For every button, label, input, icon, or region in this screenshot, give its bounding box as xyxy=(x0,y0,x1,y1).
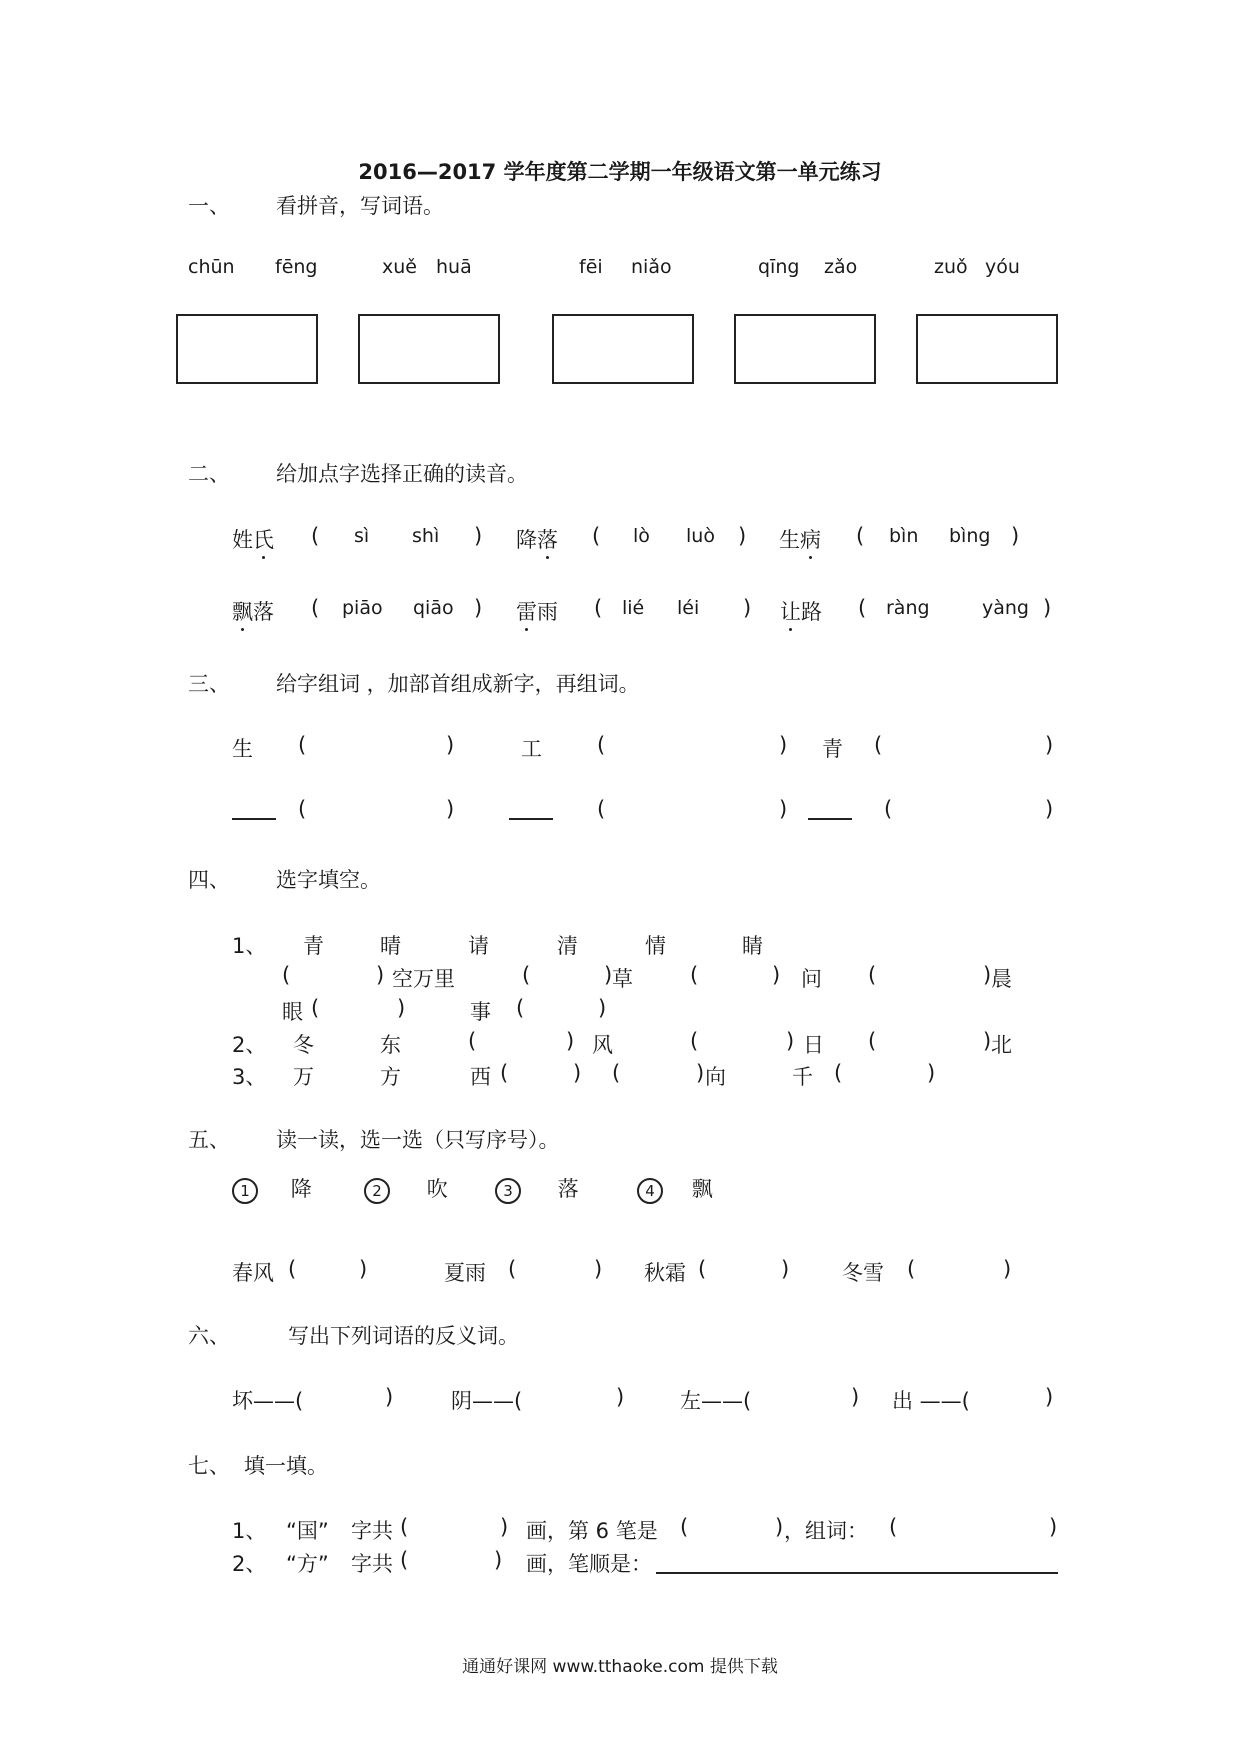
pinyin-option[interactable]: qiāo xyxy=(413,597,454,619)
pinyin: huā xyxy=(436,256,472,278)
paren-close: ) xyxy=(738,524,747,548)
word xyxy=(232,524,274,554)
paren-close: ) xyxy=(775,1515,784,1539)
pinyin-option[interactable]: ràng xyxy=(886,597,930,619)
section-1-number: 一、 xyxy=(188,194,230,218)
stroke-order-line[interactable] xyxy=(656,1572,1058,1574)
paren-open: ( xyxy=(516,996,525,1020)
section-6-number: 六、 xyxy=(188,1324,230,1348)
paren-open: ( xyxy=(400,1515,409,1539)
paren-close: ) xyxy=(385,1385,394,1409)
fill-word: 风 xyxy=(592,1033,613,1057)
paren-close: ) xyxy=(446,733,455,757)
antonym-item: 出 ——( xyxy=(892,1389,970,1413)
paren-open: ( xyxy=(698,1257,707,1281)
paren-open: ( xyxy=(868,1029,877,1053)
answer-box[interactable] xyxy=(176,314,318,384)
paren-open: ( xyxy=(680,1515,689,1539)
paren-close: ) xyxy=(743,596,752,620)
fill-text: 字共 xyxy=(351,1519,393,1543)
choice-char: 请 xyxy=(468,934,489,958)
paren-close: ) xyxy=(474,596,483,620)
antonym-word: 出 xyxy=(892,1389,913,1413)
paren-close: ) xyxy=(1011,524,1020,548)
option-char: 降 xyxy=(290,1177,312,1201)
paren-close: ) xyxy=(376,963,385,987)
section-5-number: 五、 xyxy=(188,1128,230,1152)
item-number: 2、 xyxy=(232,1033,267,1057)
answer-box[interactable] xyxy=(358,314,500,384)
word xyxy=(779,524,821,554)
paren-open: ( xyxy=(298,797,307,821)
page-title: 2016—2017 学年度第二学期一年级语文第一单元练习 xyxy=(358,160,882,184)
pinyin-option[interactable]: léi xyxy=(677,597,700,619)
paren-close: ) xyxy=(851,1385,860,1409)
paren-close: ) xyxy=(1045,733,1054,757)
char: 生 xyxy=(232,737,253,761)
word-char: 路 xyxy=(801,600,822,624)
paren-close: ) xyxy=(696,1061,705,1085)
paren-close: ) xyxy=(573,1061,582,1085)
fill-word: 问 xyxy=(801,967,822,991)
section-7-instruction: 填一填。 xyxy=(244,1454,328,1478)
antonym-item: 阴——( xyxy=(451,1389,523,1413)
pinyin-option[interactable]: bìn xyxy=(889,525,919,547)
paren-close: ) xyxy=(779,797,788,821)
paren-open: ( xyxy=(594,596,603,620)
dotted-char: 病 xyxy=(800,524,821,554)
footer-text: 通通好课网 www.tthaoke.com 提供下载 xyxy=(462,1657,778,1677)
word-char: 降 xyxy=(516,528,537,552)
choice-char: 晴 xyxy=(380,934,401,958)
fill-word: 向 xyxy=(705,1065,726,1089)
fill-word: 晨 xyxy=(991,967,1012,991)
number-circle: 4 xyxy=(637,1178,663,1204)
blank-line[interactable] xyxy=(232,818,276,820)
option xyxy=(364,1173,448,1204)
paren-open: ( xyxy=(868,963,877,987)
paren-close: ) xyxy=(781,1257,790,1281)
pinyin-option[interactable]: luò xyxy=(686,525,715,547)
choice-char: 万 xyxy=(293,1065,314,1089)
choice-char: 清 xyxy=(557,934,578,958)
pinyin-option[interactable]: yàng xyxy=(982,597,1029,619)
choice-char: 方 xyxy=(380,1065,401,1089)
paren-close: ) xyxy=(1045,797,1054,821)
paren-open: ( xyxy=(690,1029,699,1053)
paren-open: ( xyxy=(856,524,865,548)
paren-open: ( xyxy=(500,1061,509,1085)
paren-close: ) xyxy=(566,1029,575,1053)
paren-close: ) xyxy=(983,1029,992,1053)
choice-char: 情 xyxy=(645,934,666,958)
paren-close: ) xyxy=(772,963,781,987)
fill-text: 画，第 6 笔是 xyxy=(526,1519,658,1543)
pinyin: zǎo xyxy=(824,256,858,278)
dotted-char: 氏 xyxy=(253,524,274,554)
answer-box[interactable] xyxy=(916,314,1058,384)
pinyin: zuǒ xyxy=(934,256,968,278)
fill-word: 北 xyxy=(991,1033,1012,1057)
quoted-char: “国” xyxy=(286,1519,329,1543)
number-circle: 1 xyxy=(232,1178,258,1204)
antonym-word: 坏 xyxy=(232,1389,253,1413)
pinyin: fēng xyxy=(275,256,318,278)
paren-close: ) xyxy=(494,1548,503,1572)
paren-close: ) xyxy=(1049,1515,1058,1539)
fill-word: 千 xyxy=(792,1065,813,1089)
char: 青 xyxy=(822,737,843,761)
choice-char: 睛 xyxy=(742,934,763,958)
section-6-instruction: 写出下列词语的反义词。 xyxy=(288,1324,519,1348)
season-word: 秋霜 xyxy=(644,1261,686,1285)
paren-open: ( xyxy=(884,797,893,821)
option-char: 吹 xyxy=(426,1177,448,1201)
antonym-item: 坏——( xyxy=(232,1389,304,1413)
antonym-item: 左——( xyxy=(680,1389,752,1413)
word xyxy=(516,524,558,554)
dotted-char: 让 xyxy=(780,596,801,626)
paren-close: ) xyxy=(616,1385,625,1409)
paren-close: ) xyxy=(598,996,607,1020)
pinyin: fēi xyxy=(579,256,603,278)
paren-open: ( xyxy=(282,963,291,987)
item-number: 1、 xyxy=(232,934,267,958)
item-number: 1、 xyxy=(232,1519,267,1543)
paren-close: ) xyxy=(1003,1257,1012,1281)
choice-char: 东 xyxy=(380,1033,401,1057)
word-char: 生 xyxy=(779,528,800,552)
fill-word: 眼 xyxy=(282,1000,303,1024)
paren-open: ( xyxy=(311,524,320,548)
paren-open: ( xyxy=(298,733,307,757)
pinyin-option[interactable]: bìng xyxy=(949,525,991,547)
paren-open: ( xyxy=(508,1257,517,1281)
paren-open: ( xyxy=(288,1257,297,1281)
paren-close: ) xyxy=(604,963,613,987)
item-number: 3、 xyxy=(232,1065,267,1089)
paren-close: ) xyxy=(359,1257,368,1281)
season-word: 春风 xyxy=(232,1261,274,1285)
antonym-word: 左 xyxy=(680,1389,701,1413)
paren-open: ( xyxy=(522,963,531,987)
dotted-char: 雷 xyxy=(516,596,537,626)
dotted-char: 飘 xyxy=(232,596,253,626)
word-char: 落 xyxy=(253,600,274,624)
word xyxy=(232,596,274,626)
paren-open: ( xyxy=(400,1548,409,1572)
option-char: 落 xyxy=(557,1177,579,1201)
paren-open: ( xyxy=(311,996,320,1020)
season-word: 夏雨 xyxy=(444,1261,486,1285)
pinyin-option[interactable]: lò xyxy=(633,525,650,547)
section-2-number: 二、 xyxy=(188,462,230,486)
paren-close: ) xyxy=(983,963,992,987)
paren-close: ) xyxy=(1045,1385,1054,1409)
word xyxy=(780,596,822,626)
paren-open: ( xyxy=(874,733,883,757)
section-5-instruction: 读一读，选一选（只写序号）。 xyxy=(276,1128,560,1152)
option-char: 飘 xyxy=(691,1177,713,1201)
section-2-instruction: 给加点字选择正确的读音。 xyxy=(276,462,528,486)
char: 工 xyxy=(521,737,542,761)
pinyin-option[interactable]: piāo xyxy=(342,597,383,619)
fill-text: ，组词： xyxy=(784,1519,868,1543)
paren-close: ) xyxy=(1043,596,1052,620)
paren-open: ( xyxy=(907,1257,916,1281)
pinyin-option[interactable]: shì xyxy=(412,525,440,547)
paren-open: ( xyxy=(597,733,606,757)
pinyin: qīng xyxy=(758,256,800,278)
paren-open: ( xyxy=(597,797,606,821)
fill-word: 草 xyxy=(612,967,633,991)
pinyin: yóu xyxy=(985,256,1020,278)
word xyxy=(516,596,558,626)
quoted-char: “方” xyxy=(286,1552,329,1576)
fill-text: 字共 xyxy=(351,1552,393,1576)
pinyin-option[interactable]: sì xyxy=(354,525,370,547)
choice-char: 青 xyxy=(303,934,324,958)
season-word: 冬雪 xyxy=(842,1261,884,1285)
pinyin: xuě xyxy=(382,256,417,278)
section-1-instruction: 看拼音，写词语。 xyxy=(276,194,444,218)
paren-open: ( xyxy=(468,1029,477,1053)
pinyin: chūn xyxy=(188,256,235,278)
option xyxy=(637,1173,713,1204)
option xyxy=(495,1173,579,1204)
paren-open: ( xyxy=(834,1061,843,1085)
paren-close: ) xyxy=(474,524,483,548)
paren-open: ( xyxy=(311,596,320,620)
paren-close: ) xyxy=(594,1257,603,1281)
paren-open: ( xyxy=(690,963,699,987)
fill-word: 日 xyxy=(803,1033,824,1057)
fill-text: 画，笔顺是： xyxy=(526,1552,652,1576)
section-3-number: 三、 xyxy=(188,672,230,696)
blank-line[interactable] xyxy=(509,818,553,820)
word-char: 姓 xyxy=(232,528,253,552)
paren-close: ) xyxy=(397,996,406,1020)
answer-box[interactable] xyxy=(552,314,694,384)
pinyin-option[interactable]: lié xyxy=(622,597,645,619)
paren-close: ) xyxy=(927,1061,936,1085)
paren-close: ) xyxy=(786,1029,795,1053)
fill-word: 事 xyxy=(470,1000,491,1024)
section-7-number: 七、 xyxy=(188,1454,230,1478)
section-4-number: 四、 xyxy=(188,868,230,892)
number-circle: 2 xyxy=(364,1178,390,1204)
paren-open: ( xyxy=(592,524,601,548)
paren-open: ( xyxy=(889,1515,898,1539)
dotted-char: 落 xyxy=(537,524,558,554)
paren-close: ) xyxy=(446,797,455,821)
paren-close: ) xyxy=(500,1515,509,1539)
fill-word: 空万里 xyxy=(392,967,455,991)
answer-box[interactable] xyxy=(734,314,876,384)
number-circle: 3 xyxy=(495,1178,521,1204)
word-char: 雨 xyxy=(537,600,558,624)
section-3-instruction: 给字组词 ，加部首组成新字，再组词。 xyxy=(276,672,640,696)
paren-close: ) xyxy=(779,733,788,757)
paren-open: ( xyxy=(858,596,867,620)
section-4-instruction: 选字填空。 xyxy=(276,868,381,892)
option xyxy=(232,1173,312,1204)
antonym-word: 阴 xyxy=(451,1389,472,1413)
item-number: 2、 xyxy=(232,1552,267,1576)
choice-char: 冬 xyxy=(293,1033,314,1057)
blank-line[interactable] xyxy=(808,818,852,820)
pinyin: niǎo xyxy=(631,256,672,278)
fill-word: 西 xyxy=(470,1065,491,1089)
paren-open: ( xyxy=(612,1061,621,1085)
